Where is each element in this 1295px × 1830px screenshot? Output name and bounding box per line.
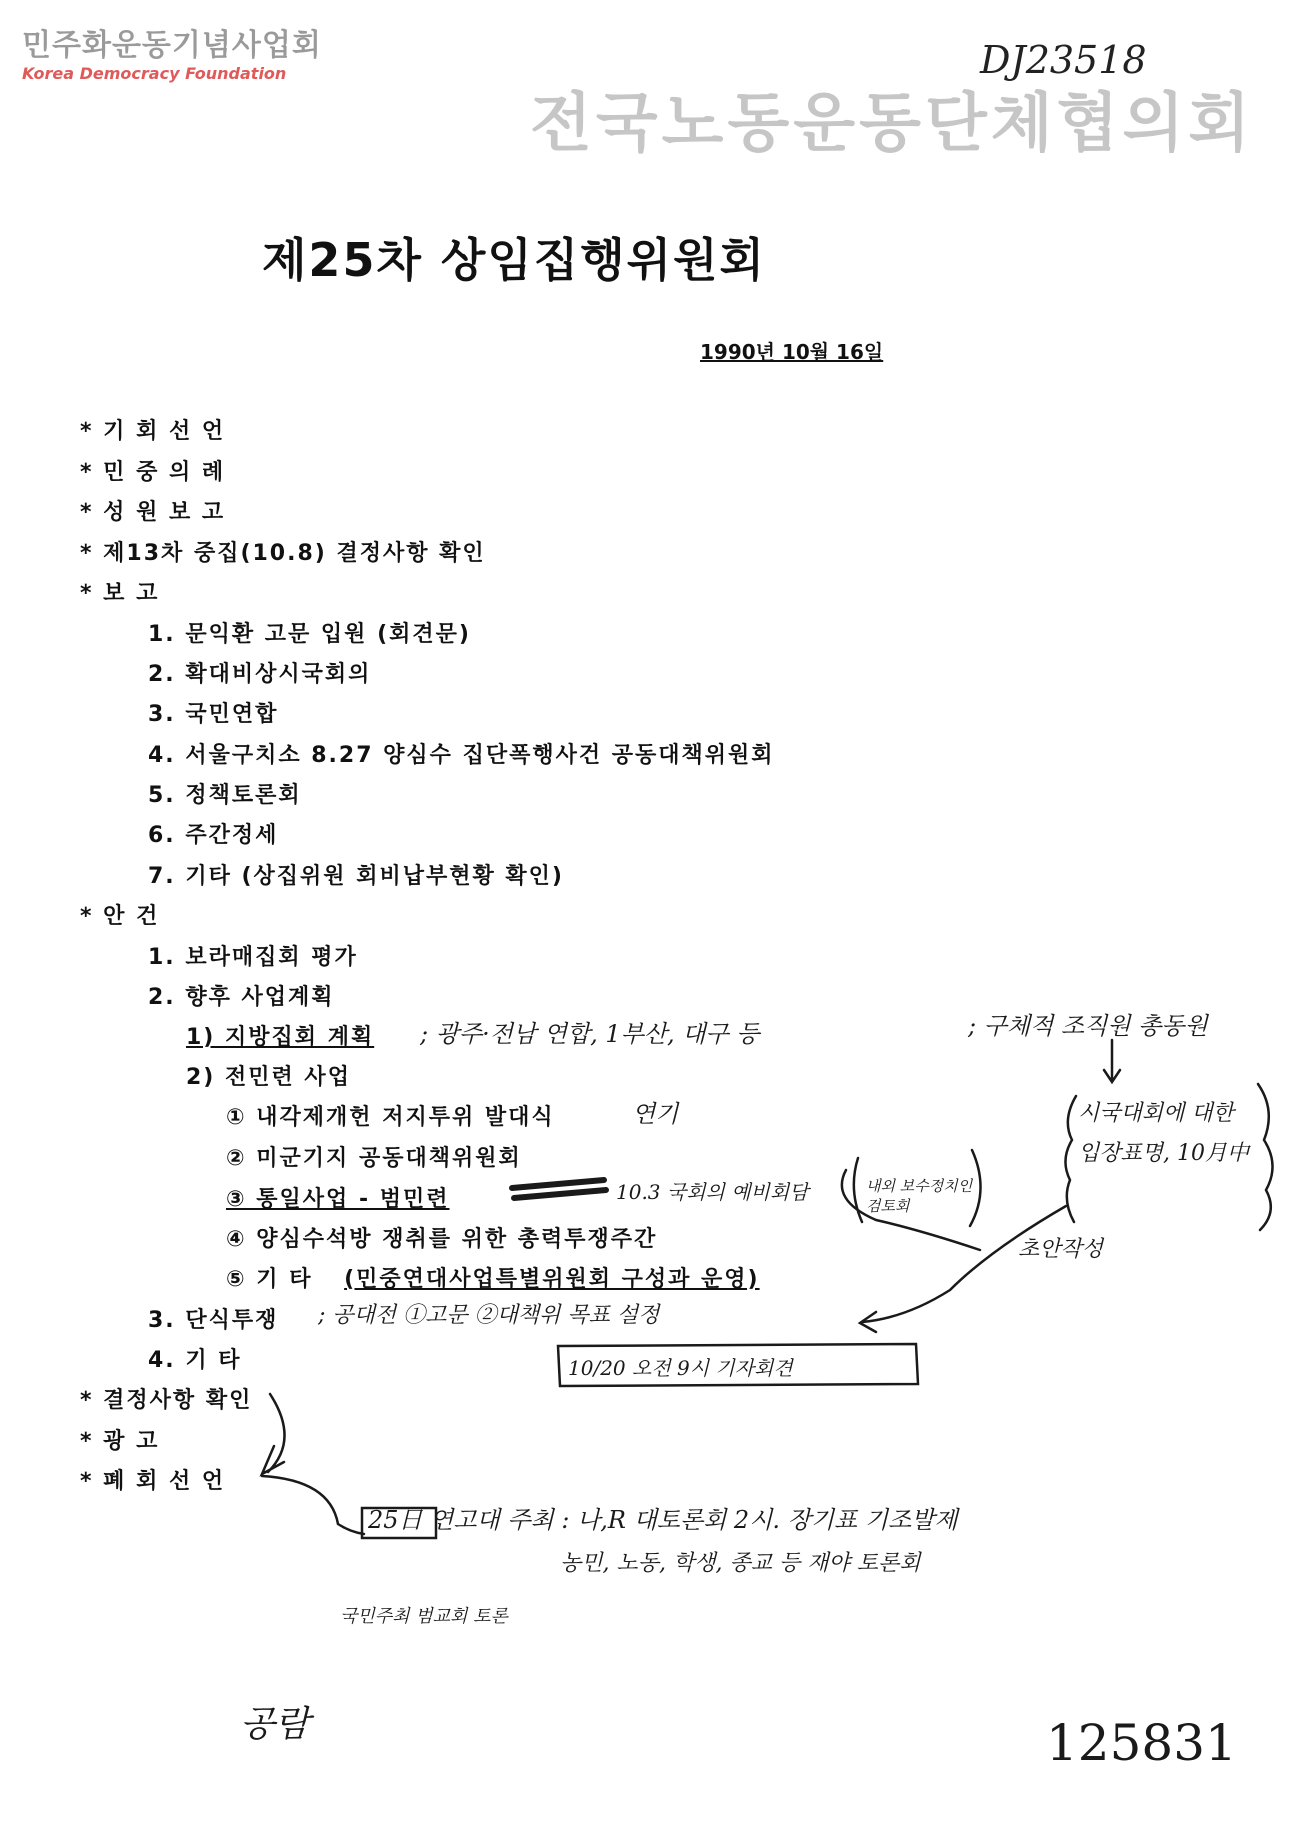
circled-item [226,1262,760,1293]
handwritten-draft: 초안작성 [1018,1237,1104,1262]
watermark-korean: 민주화운동기념사업회 [22,28,322,63]
handwritten-bottom-line2: 농민, 노동, 학생, 종교 등 재야 토론회 [560,1551,921,1576]
agenda-confirm-prev: * 제13차 중집(10.8) 결정사항 확인 [80,541,486,566]
report-item: 6. 주간정세 [148,823,279,848]
circled-item-label: ⑤ 기 타 [226,1267,313,1292]
report-item: 4. 서울구치소 8.27 양심수 집단폭행사건 공동대책위원회 [148,743,775,768]
bottom-bracket [262,1476,364,1534]
agenda-report-head: * 보 고 [80,581,160,606]
handwritten-local-rally-note: ; 구체적 조직원 총동원 [968,1012,1208,1040]
handwritten-launch: 연기 [632,1100,679,1128]
circled-item [226,1182,450,1213]
archive-id: DJ23518 [980,38,1147,82]
sub-item [186,1020,374,1051]
sub-item: 2) 전민련 사업 [186,1065,351,1090]
report-item: 5. 정책토론회 [148,783,302,808]
scratch-mark [512,1180,606,1198]
handwritten-hunger-strike: ; 공대전 ①고문 ②대책위 목표 설정 [318,1303,660,1328]
down-arrow-icon [1104,1040,1120,1082]
circled-item: ④ 양심수석방 쟁취를 위한 총력투쟁주간 [226,1227,658,1252]
right-curly-bracket [1258,1084,1273,1230]
page-number: 125831 [1046,1714,1237,1772]
handwritten-unification-bracket: 내외 보수정치인 검토회 [866,1177,973,1215]
arrow-to-hunger-strike [860,1206,1066,1332]
circled-item-label: ③ 통일사업 - 범민련 [226,1187,450,1212]
left-curly-bracket [1065,1096,1076,1222]
agenda-decisions: * 결정사항 확인 [80,1388,253,1413]
agenda-item: 4. 기 타 [148,1348,242,1373]
etc-note: (민중연대사업특별위원회 구성과 운영) [344,1267,760,1292]
arrow-to-notice [262,1394,285,1474]
report-item: 2. 확대비상시국회의 [148,662,372,687]
handwritten-local-rally: ; 광주·전남 연합, 1부산, 대구 등 [420,1020,760,1048]
circled-item: ② 미군기지 공동대책위원회 [226,1146,522,1171]
report-item: 1. 문익환 고문 입원 (회견문) [148,622,471,647]
handwritten-signature: 공람 [240,1704,310,1745]
organization-stamp: 전국노동운동단체협의회 [530,87,1255,161]
watermark-english: Korea Democracy Foundation [22,64,287,83]
document-date: 1990년 10월 16일 [700,340,884,364]
handwritten-bottom-line3: 국민주최 범교회 토론 [340,1606,508,1627]
agenda-closing: * 폐 회 선 언 [80,1469,226,1494]
report-item: 3. 국민연합 [148,702,279,727]
agenda-item: 1. 보라매집회 평가 [148,945,358,970]
agenda-notice: * 광 고 [80,1429,160,1454]
circled-item: ① 내각제개헌 저지투위 발대식 [226,1105,555,1130]
handwritten-bottom-line1: 25日 연고대 주최 : 나,R 대토론회 2시. 장기표 기조발제 [368,1506,958,1534]
agenda-salute: * 민 중 의 례 [80,460,226,485]
handwritten-unification: 10.3 국회의 예비회담 [616,1180,809,1204]
handwritten-meeting: 10/20 오전 9시 기자회견 [568,1356,793,1380]
agenda-items-head: * 안 건 [80,904,160,929]
handwritten-bracket-right: 시국대회에 대한 입장표명, 10月中 [1078,1101,1249,1166]
report-item: 7. 기타 (상집위원 회비납부현황 확인) [148,864,564,889]
sub-item-label: 1) 지방집회 계획 [186,1025,375,1050]
agenda-opening: * 기 회 선 언 [80,419,226,444]
agenda-item: 3. 단식투쟁 [148,1308,279,1333]
agenda-attendance: * 성 원 보 고 [80,500,226,525]
document-title: 제25차 상임집행위원회 [262,233,766,287]
agenda-item: 2. 향후 사업계획 [148,985,335,1010]
